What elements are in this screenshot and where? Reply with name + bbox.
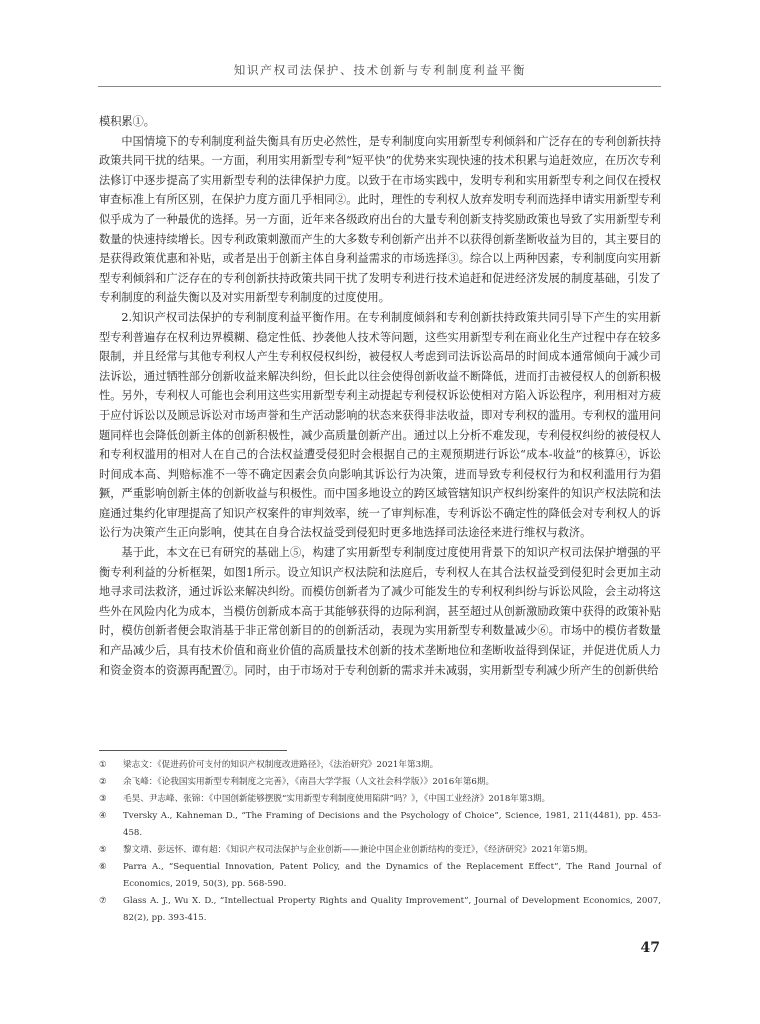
footnote-mark: ② — [99, 777, 107, 787]
footnote-mark: ⑤ — [99, 845, 107, 855]
page-number: 47 — [640, 940, 660, 956]
footnote-mark: ⑦ — [99, 896, 107, 906]
footnote-text: Parra A., “Sequential Innovation, Patent Policy, and the Dynamics of the Replacement Effect”, The Rand Journal of Economics, 2019, 50(3), pp. 568-590. — [123, 862, 661, 889]
footnote-text: 黎文靖、彭远怀、谭有超：《知识产权司法保护与企业创新——兼论中国企业创新结构的变迁》，《经济研究》2021年第5期。 — [123, 845, 593, 855]
paragraph: 2.知识产权司法保护的专利制度利益平衡作用。在专利制度倾斜和专利创新扶持政策共同引导下产生的实用新型专利普遍存在权利边界模糊、稳定性低、抄袭他人技术等问题，这些实用新型专利在商业化生产过程中存在较多限制，并且经常与其他专利权人产生专利权侵权纠纷，被侵权人考虑到司法诉讼高昂的时间成本通常倾向于减少司法诉讼，通过牺牲部分创新收益来解决纠纷，但长此以往会使得创新收益不断降低，进而打击被侵权人的创新积极性。另外，专利权人可能也会利用这些实用新型专利主动提起专利侵权诉讼使相对方陷入诉讼程序，利用相对方疲于应付诉讼以及顾忌诉讼对市场声誉和生产活动影响的状态来获得非法收益，即对专利权的滥用。专利权的滥用问题同样也会降低创新主体的创新积极性，减少高质量创新产出。通过以上分析不难发现，专利侵权纠纷的被侵权人和专利权滥用的相对人在自己的合法权益遭受侵犯时会根据自己的主观预期进行诉讼“成本-收益”的核算④，诉讼时间成本高、判赔标准不一等不确定因素会负向影响其诉讼行为决策，进而导致专利侵权行为和权利滥用行为猖獗，严重影响创新主体的创新收益与积极性。而中国多地设立的跨区域管辖知识产权纠纷案件的知识产权法院和法庭通过集约化审理提高了知识产权案件的审判效率，统一了审判标准，专利诉讼不确定性的降低会对专利权人的诉讼行为决策产生正向影响，使其在自身合法权益受到侵犯时更多地选择司法途径来进行维权与救济。 — [99, 310, 661, 540]
footnote — [99, 791, 661, 808]
footnote-mark: ③ — [99, 794, 107, 804]
footnote-text: Tversky A., Kahneman D., “The Framing of Decisions and the Psychology of Choice”, Science, 1981, 211(4481), pp. 453-458. — [123, 811, 661, 838]
footnote — [99, 774, 661, 791]
footnote — [99, 842, 661, 859]
footnote-text: 梁志文：《促进药价可支付的知识产权制度改进路径》，《法治研究》2021年第3期。 — [123, 760, 439, 770]
paragraph: 基于此，本文在已有研究的基础上⑤，构建了实用新型专利制度过度使用背景下的知识产权司法保护增强的平衡专利利益的分析框架，如图1所示。设立知识产权法院和法庭后，专利权人在其合法权益受到侵犯时会更加主动地寻求司法救济，通过诉讼来解决纠纷。而模仿创新者为了减少可能发生的专利权利纠纷与诉讼风险，会主动将这些外在风险内化为成本，当模仿创新成本高于其能够获得的边际利润，甚至超过从创新激励政策中获得的政策补贴时，模仿创新者便会取消基于非正常创新目的的创新活动，表现为实用新型专利数量减少⑥。市场中的模仿者数量和产品减少后，具有技术价值和商业价值的高质量技术创新的技术垄断地位和垄断收益得到保证，并促进优质人力和资金资本的资源再配置⑦。同时，由于市场对于专利创新的需求并未减弱，实用新型专利减少所产生的创新供给 — [99, 546, 661, 677]
footnote-mark: ⑥ — [99, 862, 107, 872]
footnotes — [99, 757, 661, 927]
running-header: 知识产权司法保护、技术创新与专利制度利益平衡 — [233, 63, 527, 77]
body-text — [99, 112, 661, 680]
footnote — [99, 757, 661, 774]
footnote-mark: ① — [99, 760, 107, 770]
footnote-separator — [99, 750, 287, 751]
footnote-text: 毛昊、尹志峰、张锦：《中国创新能够摆脱“实用新型专利制度使用陷阱”吗？》，《中国工业经济》2018年第3期。 — [123, 794, 551, 804]
footnote — [99, 893, 661, 927]
footnote-text: 余飞峰：《论我国实用新型专利制度之完善》，《南昌大学学报（人文社会科学版）》2016年第6期。 — [123, 777, 495, 787]
footnote-mark: ④ — [99, 811, 107, 821]
footnote-text: Glass A. J., Wu X. D., “Intellectual Property Rights and Quality Improvement”, Journal of Development Economics, 2007, 82(2), pp. 393-415. — [123, 896, 661, 923]
footnote — [99, 859, 661, 893]
paragraph: 中国情境下的专利制度利益失衡具有历史必然性，是专利制度向实用新型专利倾斜和广泛存在的专利创新扶持政策共同干扰的结果。一方面，利用实用新型专利“短平快”的优势来实现快速的技术积累与追赶效应，在历次专利法修订中逐步提高了实用新型专利的法律保护力度。以致于在市场实践中，发明专利和实用新型专利之间仅在授权审查标准上有所区别，在保护力度方面几乎相同②。此时，理性的专利权人放弃发明专利而选择申请实用新型专利似乎成为了一种最优的选择。另一方面，近年来各级政府出台的大量专利创新支持奖励政策也导致了实用新型专利数量的快速持续增长。因专利政策刺激而产生的大多数专利创新产出并不以获得创新垄断收益为目的，其主要目的是获得政策优惠和补贴，或者是出于创新主体自身利益需求的市场选择③。综合以上两种因素，专利制度向实用新型专利倾斜和广泛存在的专利创新扶持政策共同干扰了发明专利进行技术追赶和促进经济发展的制度基础，引发了专利制度的利益失衡以及对实用新型专利制度的过度使用。 — [99, 134, 661, 305]
header-rule — [98, 86, 661, 87]
footnote — [99, 808, 661, 842]
paragraph-continuation: 模积累①。 — [99, 115, 155, 128]
